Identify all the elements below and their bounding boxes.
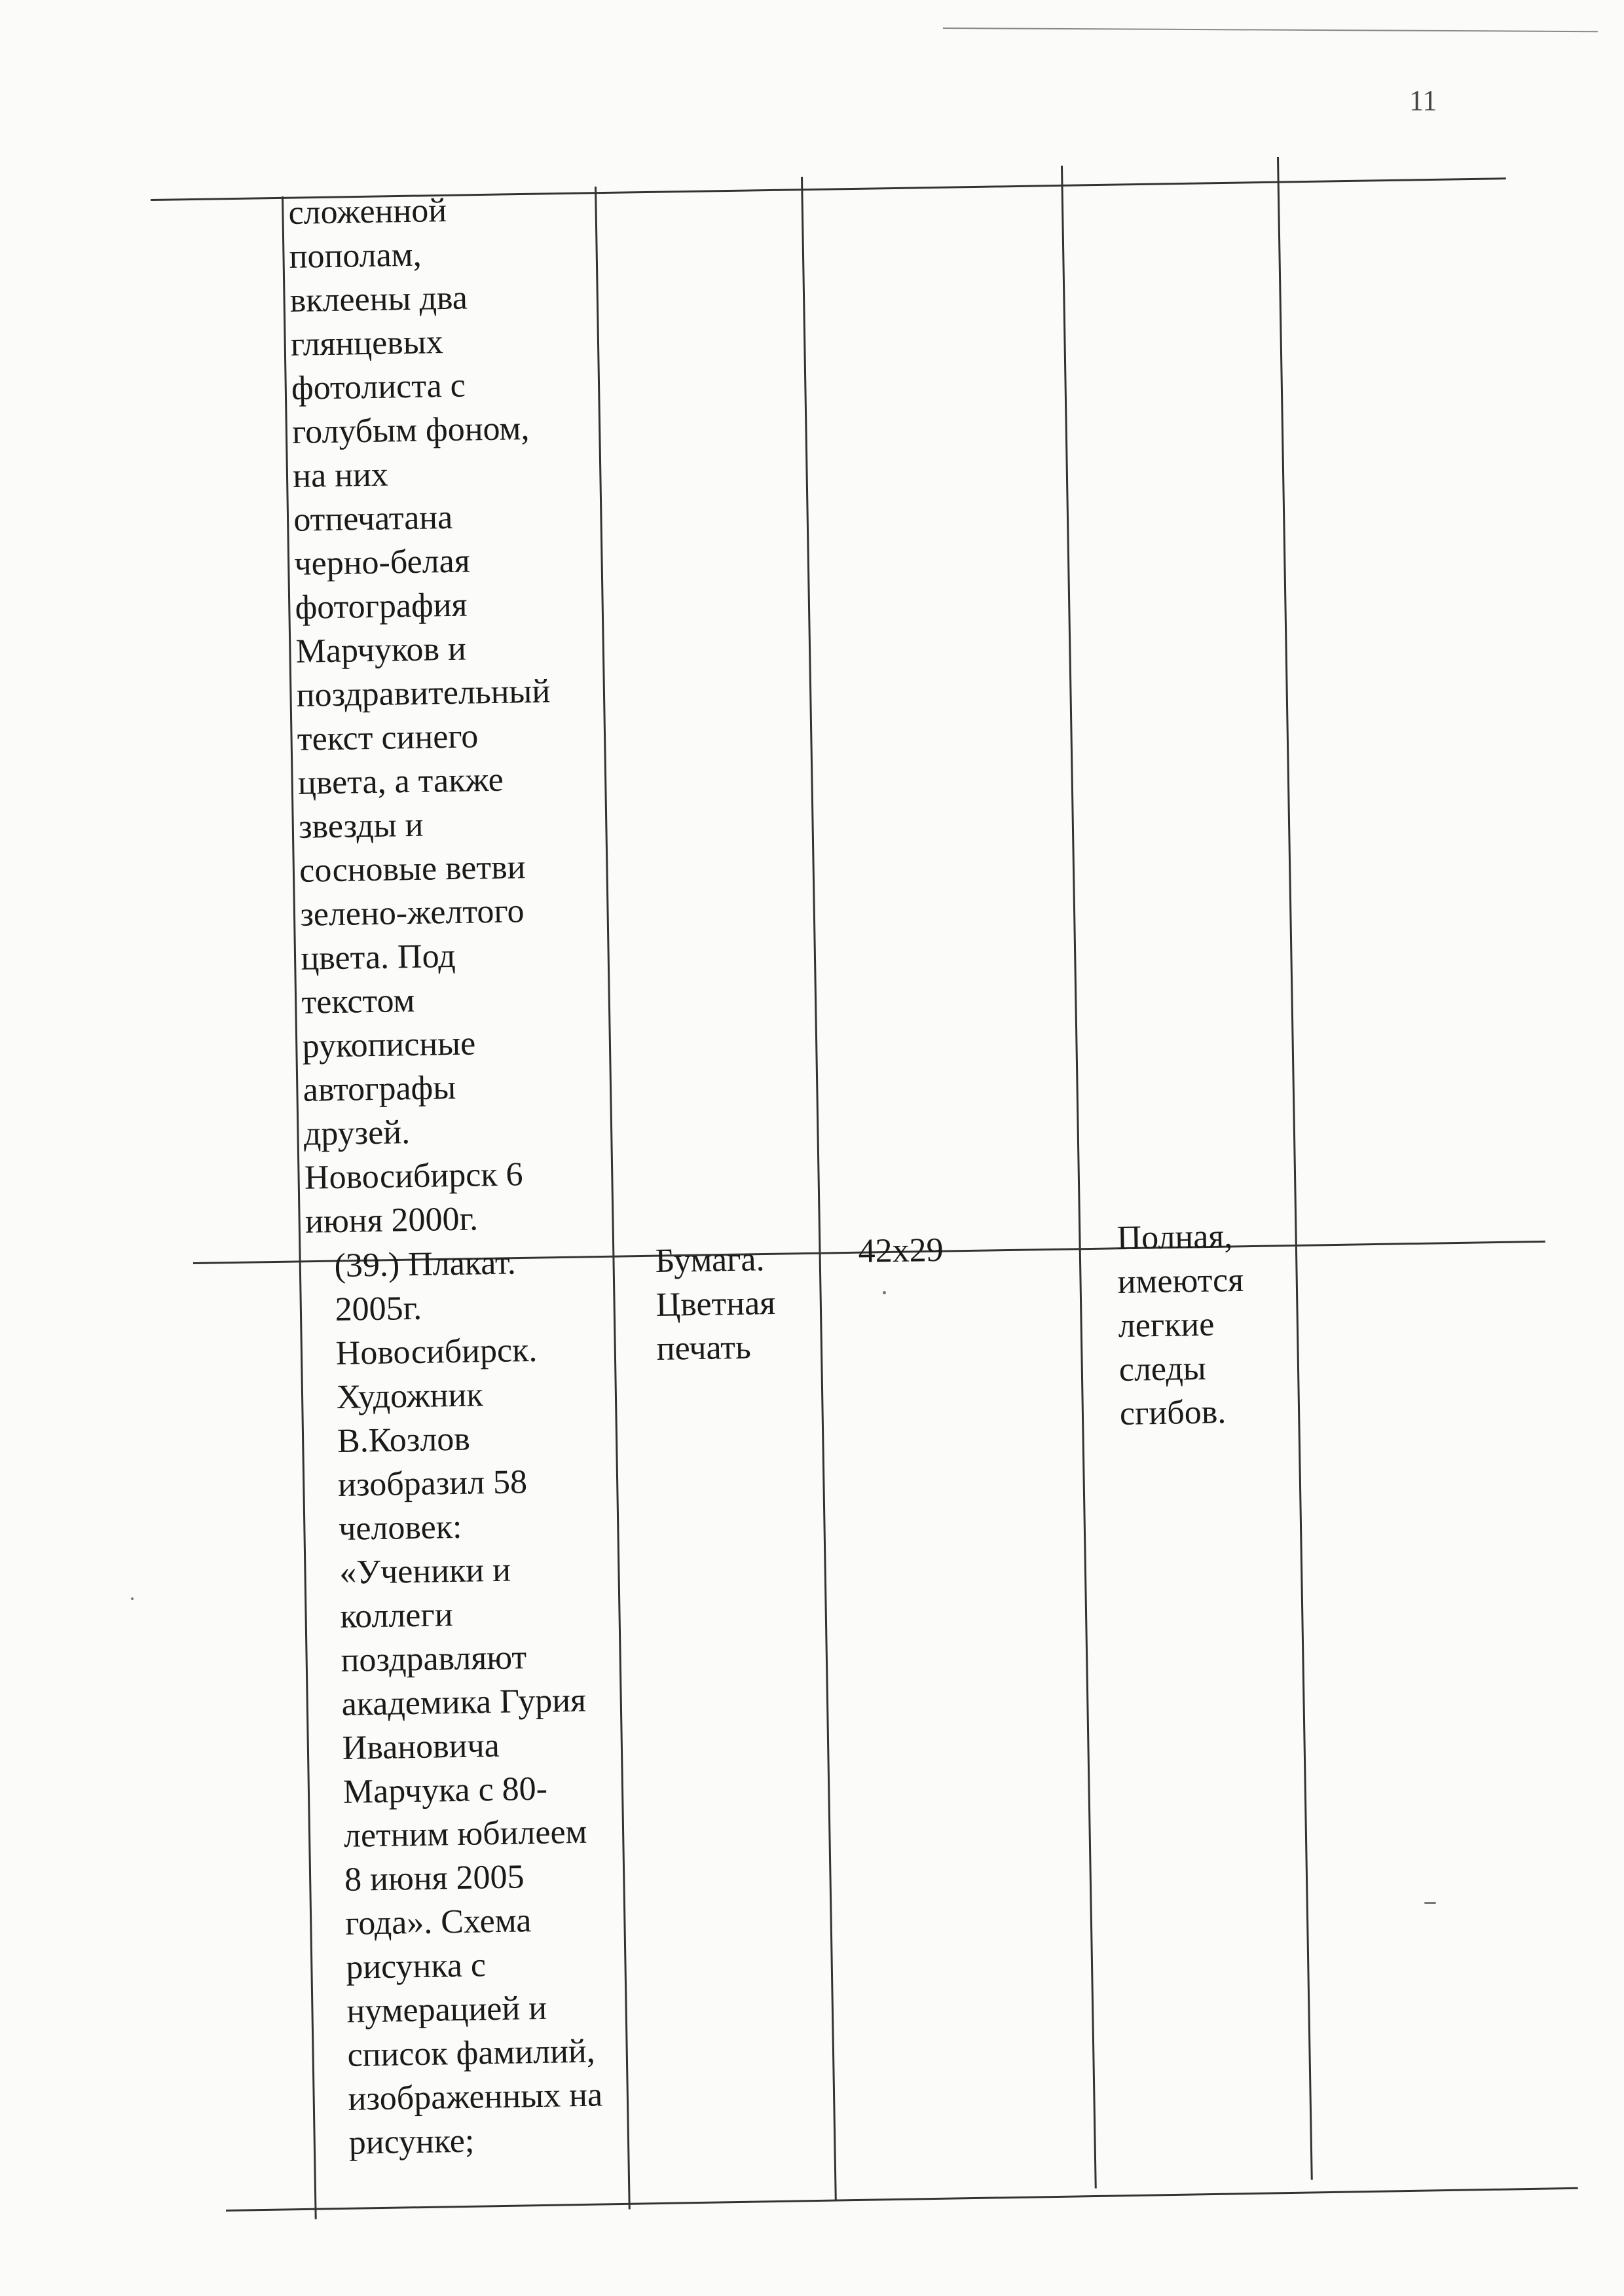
table-row-2-size: 42x29: [858, 1231, 944, 1270]
cell-text-line: рисунка с: [345, 1946, 487, 1986]
cell-text-line: академика Гурия: [341, 1681, 587, 1723]
cell-text-line: летним юбилеем: [343, 1813, 587, 1855]
cell-text-line: цвета, а также: [297, 761, 504, 802]
cell-text-line: Художник: [336, 1376, 484, 1416]
cell-text-line: 8 июня 2005: [344, 1858, 525, 1899]
cell-text-line: сосновые ветви: [299, 848, 526, 890]
cell-text-line: В.Козлов: [337, 1420, 471, 1460]
cell-text-line: звезды и: [298, 806, 424, 846]
cell-text-line: автографы: [303, 1068, 456, 1109]
cell-text-line: (39.) Плакат.: [334, 1244, 517, 1285]
cell-text-line: цвета. Под: [300, 937, 456, 977]
cell-text-line: вклеены два: [289, 279, 468, 319]
cell-text-line: фотография: [295, 586, 468, 627]
cell-text-line: Бумага.: [655, 1241, 765, 1280]
cell-text-line: Цветная: [655, 1284, 776, 1324]
cell-text-line: пополам,: [289, 236, 422, 276]
cell-text-line: поздравительный: [296, 672, 551, 714]
cell-text-line: человек:: [338, 1508, 462, 1548]
cell-text-line: глянцевых: [290, 323, 444, 363]
cell-text-line: нумерацией и: [346, 1989, 547, 2030]
table-row-1-description: [288, 187, 559, 1244]
cell-text-line: имеются: [1117, 1261, 1244, 1301]
table-column-rule: [1277, 157, 1313, 2180]
table-column-rule: [1061, 166, 1097, 2189]
cell-text-line: отпечатана: [293, 498, 453, 539]
table-column-rule: [595, 187, 631, 2210]
page-number: 11: [1409, 84, 1437, 117]
cell-text-line: легкие: [1118, 1305, 1215, 1345]
cell-text-line: голубым фоном,: [291, 409, 530, 451]
scan-edge-line: [943, 27, 1598, 32]
table-row-2-material: [655, 1237, 777, 1371]
table-row-2-description: [334, 1240, 604, 2165]
cell-text-line: сложенной: [288, 191, 447, 232]
cell-text-line: поздравляют: [341, 1639, 527, 1679]
cell-text-line: текстом: [301, 981, 415, 1021]
cell-text-line: изобразил 58: [337, 1463, 528, 1504]
cell-text-line: «Ученики и: [339, 1551, 511, 1592]
cell-text-line: на них: [292, 456, 389, 495]
cell-text-line: года». Схема: [344, 1902, 532, 1942]
cell-text-line: список фамилий,: [347, 2032, 596, 2074]
cell-text-line: зелено-желтого: [299, 892, 525, 934]
cell-text-line: рисунке;: [348, 2122, 475, 2162]
cell-text-line: сгибов.: [1119, 1393, 1227, 1432]
cell-text-line: текст синего: [297, 718, 479, 758]
cell-text-line: Полная,: [1116, 1218, 1233, 1257]
cell-text-line: коллеги: [339, 1596, 453, 1635]
cell-text-line: изображенных на: [348, 2076, 603, 2118]
cell-text-line: рукописные: [302, 1025, 476, 1065]
cell-text-line: Новосибирск 6: [304, 1156, 524, 1197]
cell-text-line: друзей.: [303, 1114, 411, 1153]
cell-text-line: черно-белая: [293, 542, 471, 583]
cell-text-line: Ивановича: [342, 1726, 500, 1767]
cell-text-line: Новосибирск.: [335, 1331, 538, 1372]
scan-speck: [1424, 1902, 1436, 1904]
cell-text-line: 2005г.: [335, 1289, 422, 1328]
cell-text-line: Марчука с 80-: [342, 1770, 548, 1811]
cell-text-line: июня 2000г.: [304, 1200, 479, 1241]
table-bottom-rule: [226, 2187, 1578, 2212]
cell-text-line: печать: [656, 1328, 752, 1368]
scan-speck: [883, 1291, 886, 1294]
scan-speck: [131, 1597, 134, 1600]
cell-text-line: следы: [1118, 1349, 1207, 1389]
cell-text-line: фотолиста с: [291, 367, 466, 407]
table-row-2-condition: [1116, 1214, 1246, 1436]
cell-text-line: Марчуков и: [295, 630, 467, 670]
table-column-rule: [801, 177, 837, 2200]
